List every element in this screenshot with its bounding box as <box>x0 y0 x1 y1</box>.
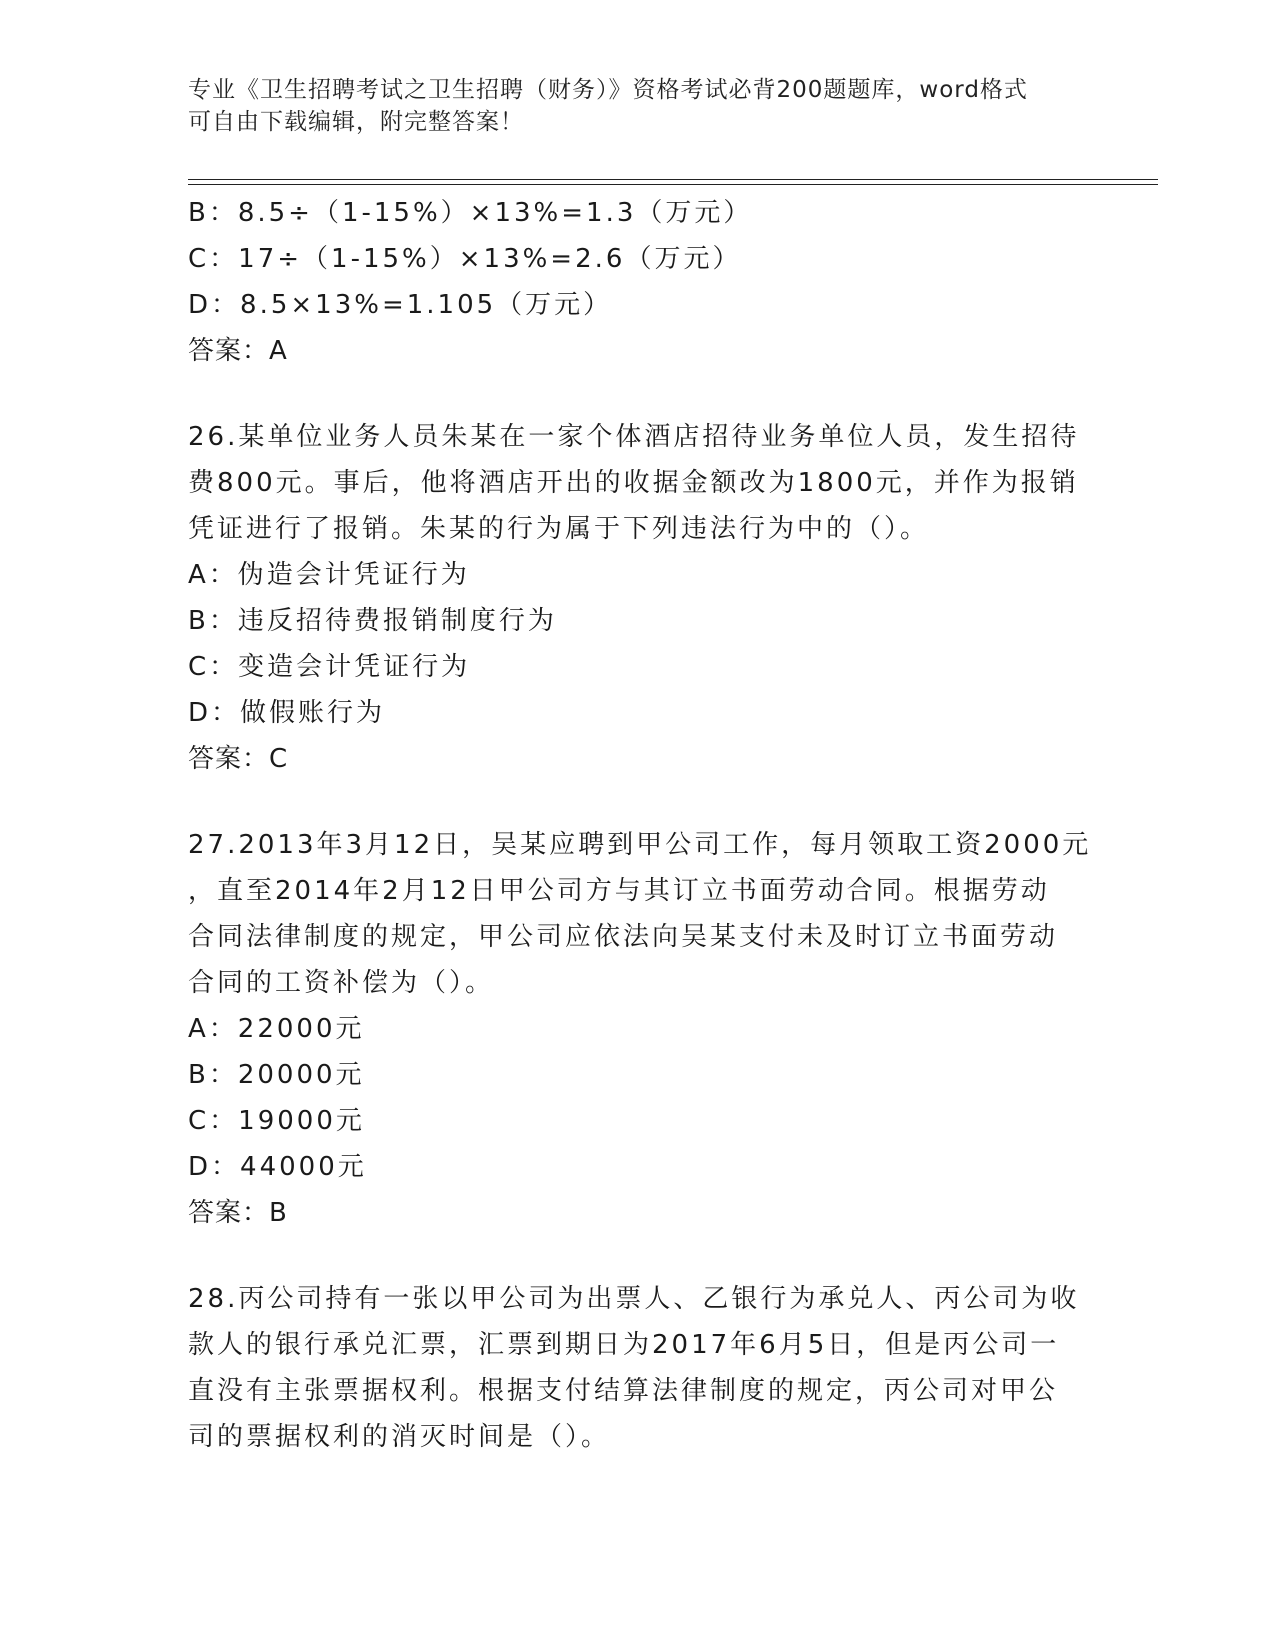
question-stem-line: 费800元。事后，他将酒店开出的收据金额改为1800元，并作为报销 <box>188 468 1079 498</box>
header-title-line-1: 专业《卫生招聘考试之卫生招聘（财务）》资格考试必背200题题库，word格式 <box>188 77 1028 103</box>
option-c: C：变造会计凭证行为 <box>188 652 471 682</box>
spacer <box>188 782 1088 822</box>
option-c: C：19000元 <box>188 1106 365 1136</box>
option-d: D：8.5×13%=1.105（万元） <box>188 290 613 320</box>
spacer <box>188 1236 1088 1276</box>
spacer <box>188 374 1088 414</box>
header-title-line-2: 可自由下载编辑，附完整答案！ <box>188 109 524 135</box>
question-stem-line: 司的票据权利的消灭时间是（）。 <box>188 1422 611 1452</box>
option-a: A：伪造会计凭证行为 <box>188 560 470 590</box>
question-stem-line: 合同的工资补偿为（）。 <box>188 968 495 998</box>
question-28 <box>188 1276 1088 1460</box>
document-header <box>188 74 1088 138</box>
option-c: C：17÷（1-15%）×13%=2.6（万元） <box>188 244 742 274</box>
option-d: D：44000元 <box>188 1152 367 1182</box>
question-27 <box>188 822 1092 1236</box>
question-stem-line: 合同法律制度的规定，甲公司应依法向吴某支付未及时订立书面劳动 <box>188 922 1059 952</box>
header-rule-bottom <box>188 184 1158 185</box>
question-stem-line: 直没有主张票据权利。根据支付结算法律制度的规定，丙公司对甲公 <box>188 1376 1059 1406</box>
option-b: B：违反招待费报销制度行为 <box>188 606 557 636</box>
answer-label: 答案：A <box>188 336 288 366</box>
question-stem-line: 凭证进行了报销。朱某的行为属于下列违法行为中的（）。 <box>188 514 930 544</box>
question-stem-line: 27.2013年3月12日，吴某应聘到甲公司工作，每月领取工资2000元 <box>188 830 1092 860</box>
document-body <box>188 190 1092 1460</box>
option-b: B：8.5÷（1-15%）×13%=1.3（万元） <box>188 198 753 228</box>
option-a: A：22000元 <box>188 1014 365 1044</box>
option-b: B：20000元 <box>188 1060 365 1090</box>
option-d: D：做假账行为 <box>188 698 386 728</box>
header-rule-top <box>188 179 1158 180</box>
question-stem-line: 28.丙公司持有一张以甲公司为出票人、乙银行为承兑人、丙公司为收 <box>188 1284 1080 1314</box>
answer-label: 答案：B <box>188 1198 288 1228</box>
question-stem-line: 26.某单位业务人员朱某在一家个体酒店招待业务单位人员，发生招待 <box>188 422 1080 452</box>
answer-label: 答案：C <box>188 744 289 774</box>
question-stem-line: ，直至2014年2月12日甲公司方与其订立书面劳动合同。根据劳动 <box>188 876 1050 906</box>
question-26 <box>188 414 1088 782</box>
question-25-continuation <box>188 190 1088 374</box>
question-stem-line: 款人的银行承兑汇票，汇票到期日为2017年6月5日，但是丙公司一 <box>188 1330 1060 1360</box>
